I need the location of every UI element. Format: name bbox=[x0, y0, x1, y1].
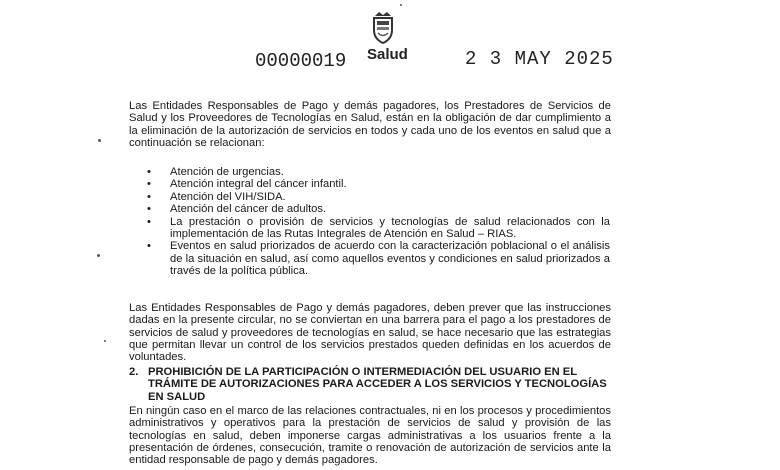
section-heading bbox=[129, 366, 619, 403]
bullet-icon: • bbox=[147, 190, 151, 203]
bullet-icon: • bbox=[147, 178, 151, 191]
intro-paragraph: Las Entidades Responsables de Pago y demás pagadores, los Prestadores de Servicios de Salud y los Proveedores de Tecnologías en Salud, están en la obligación de dar cumplimiento a la eliminación de la autorización de servicios en todos y cada uno de los eventos en salud que a continuación se relacionan: bbox=[129, 100, 611, 149]
list-item: • Eventos en salud priorizados de acuerdo con la caracterización poblacional o el análisis de la situación en salud, así como aquellos eventos y condiciones en salud priorizados a través de la política pública. bbox=[147, 240, 610, 278]
list-item: • Atención del cáncer de adultos. bbox=[147, 203, 327, 216]
coat-of-arms-icon bbox=[369, 12, 397, 44]
section-title: PROHIBICIÓN DE LA PARTICIPACIÓN O INTERMEDIACIÓN DEL USUARIO EN EL TRÁMITE DE AUTORIZACIONES PARA ACCEDER A LOS SERVICIOS Y TECNOLOGÍAS EN SALUD bbox=[148, 366, 607, 403]
section-number: 2. bbox=[129, 366, 139, 378]
third-paragraph: En ningún caso en el marco de las relaciones contractuales, ni en los procesos y procedimientos administrativos y operativos para la prestación de servicios de salud y provisión de las tecnologías en salud, deben imponerse cargas administrativas a los usuarios frente a la presentación de órdenes, consecución, tramite o renovación de autorización de servicios ante la entidad responsable de pago y demás pagadores. bbox=[129, 405, 611, 467]
scan-speck bbox=[104, 340, 106, 342]
circular-number: 00000019 bbox=[255, 50, 347, 72]
services-list bbox=[147, 166, 610, 278]
bullet-icon: • bbox=[147, 166, 151, 178]
list-item: • Atención del VIH/SIDA. bbox=[147, 190, 286, 203]
list-item: • Atención de urgencias. bbox=[147, 166, 284, 178]
list-item: • La prestación o provisión de servicios y tecnologías de salud relacionados con la implementación de las Rutas Integrales de Atención en Salud – RIAS. bbox=[147, 215, 610, 241]
ministry-name: Salud bbox=[367, 46, 408, 63]
second-paragraph: Las Entidades Responsables de Pago y demás pagadores, deben prever que las instrucciones dadas en la presente circular, no se conviertan en una barrera para el pago a los prestadores de servicios de salud y proveedores de tecnologías en salud, se hace necesario que las estrategias que permitan llevar un control de los servicios prestados queden definidas en los acuerdos de voluntades. bbox=[129, 302, 611, 364]
date-stamp: 2 3 MAY 2025 bbox=[465, 48, 614, 70]
bullet-icon: • bbox=[147, 215, 151, 228]
list-item: • Atención integral del cáncer infantil. bbox=[147, 178, 347, 191]
bullet-icon: • bbox=[147, 240, 151, 253]
scan-speck bbox=[98, 139, 101, 142]
bullet-icon: • bbox=[147, 203, 151, 216]
scan-speck bbox=[97, 254, 100, 257]
scan-speck bbox=[400, 4, 402, 6]
